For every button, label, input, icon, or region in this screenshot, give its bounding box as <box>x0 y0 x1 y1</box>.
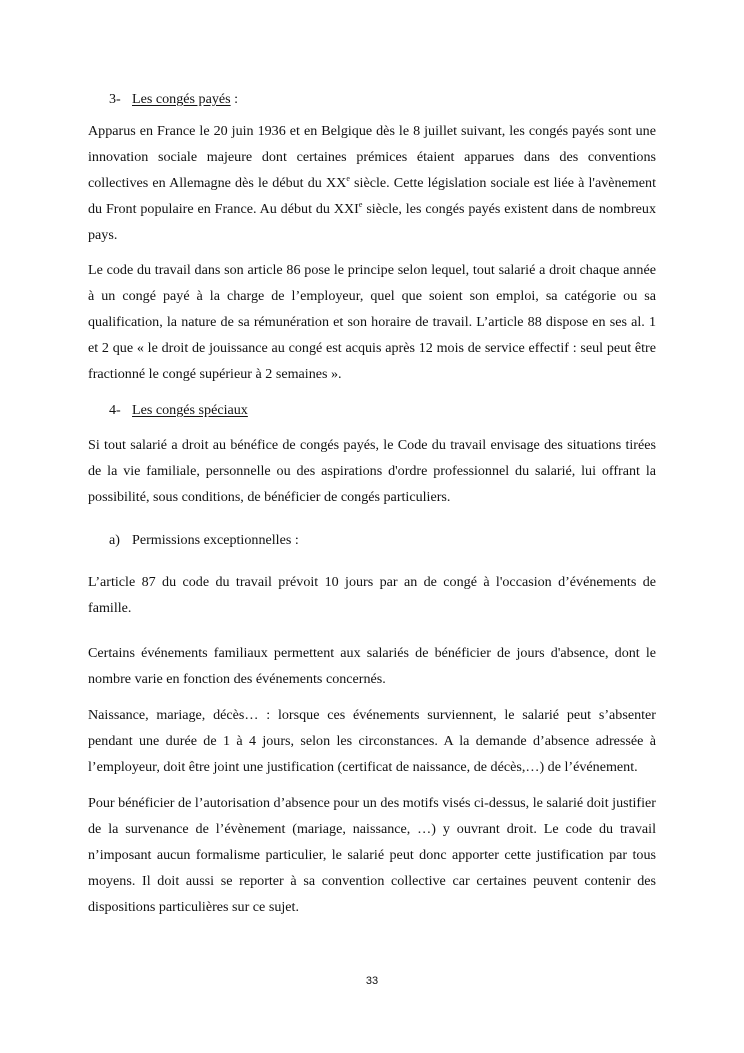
section-3-number: 3- <box>109 91 121 107</box>
page-number: 33 <box>365 975 379 987</box>
paragraph-evenements-familiaux: Certains événements familiaux permettent aux salariés de bénéficier de jours d'absence, dont le nombre varie en fonction des événements concernés. <box>88 645 656 687</box>
paragraph-naissance-mariage-deces: Naissance, mariage, décès… : lorsque ces événements surviennent, le salarié peut s’absenter pendant une durée de 1 à 4 jours, selon les circonstances. A la demande d’absence adressée à l’employeur, doit être joint une justification (certificat de naissance, de décès,…) de l’événement. <box>88 707 656 775</box>
paragraph-conges-speciaux: Si tout salarié a droit au bénéfice de congés payés, le Code du travail envisage des situations tirées de la vie familiale, personnelle ou des aspirations d'ordre professionnel du salarié, lui offrant la possibilité, sous conditions, de bénéficier de congés particuliers. <box>88 437 656 505</box>
document-page <box>88 86 656 920</box>
paragraph-justification: Pour bénéficier de l’autorisation d’absence pour un des motifs visés ci-dessus, le salarié doit justifier de la survenance de l’évènement (mariage, naissance, …) y ouvrant droit. Le code du travail n’imposant aucun formalisme particulier, le salarié peut donc apporter cette justification par tous moyens. Il doit aussi se reporter à sa convention collective car certaines peuvent contenir des dispositions particulières sur ce sujet. <box>88 795 656 915</box>
paragraph-conges-payes-history: Apparus en France le 20 juin 1936 et en Belgique dès le 8 juillet suivant, les congés payés sont une innovation sociale majeure dont certaines prémices étaient apparues dans des conventions collectives en Allemagne dès le début du XXe siècle. Cette législation sociale est liée à l'avènement du Front populaire en France. Au début du XXIe siècle, les congés payés existent dans de nombreux pays. <box>88 123 657 243</box>
superscript-e: e <box>358 200 363 209</box>
subsection-a-title: Permissions exceptionnelles : <box>132 532 299 548</box>
paragraph-article-86: Le code du travail dans son article 86 pose le principe selon lequel, tout salarié a droit chaque année à un congé payé à la charge de l’employeur, quel que soient son emploi, sa catégorie ou sa qualification, la nature de sa rémunération et son horaire de travail. L’article 88 dispose en ses al. 1 et 2 que « le droit de jouissance au congé est acquis après 12 mois de service effectif : seul peut être fractionné le congé supérieur à 2 semaines ». <box>88 262 656 382</box>
superscript-e: e <box>346 174 350 183</box>
subsection-a-heading <box>109 527 656 553</box>
subsection-a-number: a) <box>109 532 120 548</box>
section-4-title: Les congés spéciaux <box>132 402 248 418</box>
section-3-suffix: : <box>230 91 239 107</box>
section-3-title: Les congés payés <box>132 91 231 107</box>
section-4-heading <box>109 397 656 423</box>
section-4-number: 4- <box>109 402 121 418</box>
section-3-heading <box>109 86 656 112</box>
paragraph-article-87: L’article 87 du code du travail prévoit 10 jours par an de congé à l'occasion d’événements de famille. <box>88 574 656 616</box>
